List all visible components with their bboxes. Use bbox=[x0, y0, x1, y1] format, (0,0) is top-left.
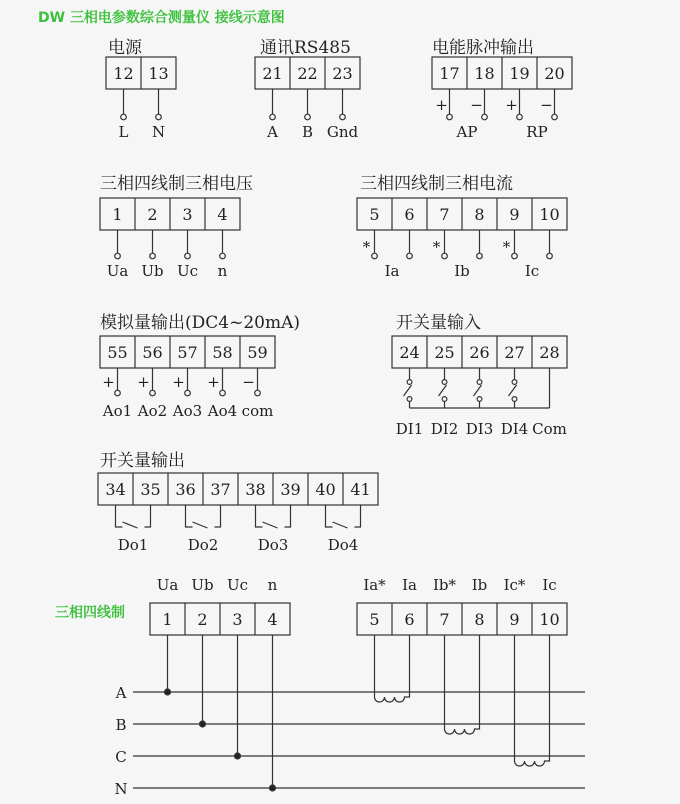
wiring-voltage-label-Ub: Ub bbox=[191, 576, 214, 594]
current-terminal-8: 8 bbox=[474, 205, 485, 224]
di-switch-blade bbox=[509, 385, 517, 396]
rs485-terminal-22: 22 bbox=[297, 64, 318, 83]
pulse-contact bbox=[552, 114, 558, 120]
do-relay-contact bbox=[193, 522, 208, 528]
do-signal-Do1: Do1 bbox=[117, 536, 149, 554]
current-terminal-6: 6 bbox=[404, 205, 415, 224]
do-terminal-39: 39 bbox=[280, 480, 301, 499]
junction-dot bbox=[200, 721, 206, 727]
di-contact bbox=[442, 380, 447, 385]
do-signal-Do2: Do2 bbox=[187, 536, 219, 554]
wiring-current-label-Ib*: Ib* bbox=[432, 576, 457, 594]
do-terminal-36: 36 bbox=[175, 480, 196, 499]
current-terminal-9: 9 bbox=[509, 205, 520, 224]
rs485-signal-B: B bbox=[301, 123, 314, 141]
power-signal-L: L bbox=[118, 123, 129, 141]
pulse-polarity: − bbox=[540, 96, 553, 114]
phase-label-N: N bbox=[114, 780, 128, 798]
di-signal-DI4: DI4 bbox=[500, 420, 529, 438]
current-polarity-mark: * bbox=[432, 238, 441, 256]
di-signal-DI1: DI1 bbox=[395, 420, 424, 438]
wiring-current-label-Ib: Ib bbox=[471, 576, 488, 594]
voltage-section-label: 三相四线制三相电压 bbox=[100, 174, 253, 194]
wiring-current-terminal-10: 10 bbox=[539, 610, 560, 629]
wiring-current-label-Ia*: Ia* bbox=[363, 576, 386, 594]
rs485-terminal-23: 23 bbox=[332, 64, 353, 83]
voltage-terminal-4: 4 bbox=[217, 205, 228, 224]
pulse-signal-AP: AP bbox=[456, 123, 478, 141]
di-switch-blade bbox=[404, 385, 412, 396]
analog-contact bbox=[220, 390, 226, 396]
wiring-current-terminal-8: 8 bbox=[474, 610, 485, 629]
voltage-terminal-1: 1 bbox=[112, 205, 123, 224]
di-contact bbox=[477, 380, 482, 385]
analog-terminal-56: 56 bbox=[142, 343, 163, 362]
rs485-signal-A: A bbox=[267, 123, 278, 141]
do-relay-contact bbox=[263, 522, 278, 528]
wiring-voltage-terminal-1: 1 bbox=[162, 610, 173, 629]
pulse-polarity: − bbox=[470, 96, 483, 114]
pulse-terminal-17: 17 bbox=[439, 64, 460, 83]
analog-polarity: + bbox=[137, 373, 150, 391]
di-terminal-26: 26 bbox=[469, 343, 490, 362]
analog-contact bbox=[150, 390, 156, 396]
current-contact bbox=[407, 253, 413, 259]
rs485-contact bbox=[305, 114, 311, 120]
di-terminal-27: 27 bbox=[504, 343, 525, 362]
power-terminal-12: 12 bbox=[113, 64, 134, 83]
voltage-contact bbox=[220, 253, 226, 259]
wiring-voltage-terminal-3: 3 bbox=[232, 610, 243, 629]
do-relay-wire bbox=[215, 505, 221, 527]
do-terminal-34: 34 bbox=[105, 480, 126, 499]
analog-signal-com: com bbox=[241, 402, 274, 420]
di-contact bbox=[442, 397, 447, 402]
power-signal-N: N bbox=[151, 123, 166, 141]
di-contact bbox=[407, 380, 412, 385]
do-relay-wire bbox=[145, 505, 151, 527]
di-terminal-25: 25 bbox=[434, 343, 455, 362]
analog-polarity: − bbox=[242, 373, 255, 391]
power-label: 电源 bbox=[108, 38, 142, 58]
wiring-voltage-label-n: n bbox=[267, 576, 278, 594]
voltage-terminal-3: 3 bbox=[182, 205, 193, 224]
pulse-signal-RP: RP bbox=[526, 123, 548, 141]
phase-label-B: B bbox=[115, 716, 127, 734]
voltage-contact bbox=[185, 253, 191, 259]
junction-dot bbox=[235, 753, 241, 759]
analog-contact bbox=[115, 390, 121, 396]
do-terminal-37: 37 bbox=[210, 480, 231, 499]
wiring-mode-label: 三相四线制 bbox=[55, 605, 125, 621]
do-relay-contact bbox=[123, 522, 138, 528]
analog-polarity: + bbox=[207, 373, 220, 391]
current-polarity-mark: * bbox=[362, 238, 371, 256]
analog-terminal-57: 57 bbox=[177, 343, 198, 362]
current-contact bbox=[512, 253, 518, 259]
voltage-signal-Uc: Uc bbox=[176, 262, 199, 280]
di-switch-blade bbox=[439, 385, 447, 396]
wiring-voltage-label-Ua: Ua bbox=[156, 576, 179, 594]
pulse-polarity: + bbox=[505, 96, 518, 114]
voltage-signal-Ub: Ub bbox=[141, 262, 164, 280]
analog-terminal-58: 58 bbox=[212, 343, 233, 362]
do-terminal-35: 35 bbox=[140, 480, 161, 499]
current-polarity-mark: * bbox=[502, 238, 511, 256]
wiring-current-label-Ia: Ia bbox=[402, 576, 417, 594]
page-title: DW 三相电参数综合测量仪 接线示意图 bbox=[38, 10, 285, 26]
pulse-terminal-18: 18 bbox=[474, 64, 495, 83]
di-signal-DI3: DI3 bbox=[465, 420, 494, 438]
do-relay-wire bbox=[186, 505, 193, 527]
voltage-contact bbox=[115, 253, 121, 259]
di-terminal-28: 28 bbox=[539, 343, 560, 362]
analog-output-label: 模拟量输出(DC4~20mA) bbox=[100, 313, 300, 333]
do-relay-wire bbox=[285, 505, 291, 527]
rs485-signal-Gnd: Gnd bbox=[326, 123, 359, 141]
current-signal-Ia: Ia bbox=[384, 262, 400, 280]
current-transformer-coil bbox=[445, 635, 480, 734]
current-terminal-5: 5 bbox=[369, 205, 380, 224]
rs485-label: 通讯RS485 bbox=[260, 38, 351, 58]
pulse-polarity: + bbox=[435, 96, 448, 114]
do-relay-wire bbox=[116, 505, 123, 527]
pulse-terminal-20: 20 bbox=[544, 64, 565, 83]
current-signal-Ic: Ic bbox=[524, 262, 540, 280]
current-contact bbox=[477, 253, 483, 259]
current-contact bbox=[547, 253, 553, 259]
current-section-label: 三相四线制三相电流 bbox=[360, 174, 513, 194]
di-signal-Com: Com bbox=[532, 420, 567, 438]
wiring-voltage-label-Uc: Uc bbox=[226, 576, 249, 594]
rs485-contact bbox=[270, 114, 276, 120]
digital-input-label: 开关量输入 bbox=[396, 313, 481, 333]
pulse-contact bbox=[517, 114, 523, 120]
do-terminal-38: 38 bbox=[245, 480, 266, 499]
analog-terminal-55: 55 bbox=[107, 343, 128, 362]
phase-label-C: C bbox=[115, 748, 127, 766]
do-signal-Do3: Do3 bbox=[257, 536, 289, 554]
current-terminal-7: 7 bbox=[439, 205, 450, 224]
wiring-current-terminal-7: 7 bbox=[439, 610, 450, 629]
voltage-terminal-2: 2 bbox=[147, 205, 158, 224]
wiring-voltage-terminal-2: 2 bbox=[197, 610, 208, 629]
pulse-contact bbox=[447, 114, 453, 120]
di-contact bbox=[512, 397, 517, 402]
power-contact bbox=[156, 114, 162, 120]
wiring-voltage-terminal-4: 4 bbox=[267, 610, 278, 629]
voltage-signal-Ua: Ua bbox=[106, 262, 129, 280]
rs485-terminal-21: 21 bbox=[262, 64, 283, 83]
pulse-contact bbox=[482, 114, 488, 120]
do-signal-Do4: Do4 bbox=[327, 536, 359, 554]
junction-dot bbox=[165, 689, 171, 695]
current-terminal-10: 10 bbox=[539, 205, 560, 224]
wiring-current-terminal-5: 5 bbox=[369, 610, 380, 629]
analog-signal-Ao4: Ao4 bbox=[207, 402, 238, 420]
di-switch-blade bbox=[474, 385, 482, 396]
do-relay-contact bbox=[333, 522, 348, 528]
di-terminal-24: 24 bbox=[399, 343, 420, 362]
power-contact bbox=[121, 114, 127, 120]
current-contact bbox=[442, 253, 448, 259]
wiring-current-terminal-6: 6 bbox=[404, 610, 415, 629]
analog-polarity: + bbox=[102, 373, 115, 391]
analog-contact bbox=[255, 390, 261, 396]
wiring-current-label-Ic*: Ic* bbox=[503, 576, 526, 594]
voltage-signal-n: n bbox=[217, 262, 228, 280]
do-terminal-41: 41 bbox=[350, 480, 371, 499]
current-signal-Ib: Ib bbox=[454, 262, 470, 280]
do-relay-wire bbox=[256, 505, 263, 527]
power-terminal-13: 13 bbox=[148, 64, 169, 83]
phase-label-A: A bbox=[115, 684, 127, 702]
do-terminal-40: 40 bbox=[315, 480, 336, 499]
analog-terminal-59: 59 bbox=[247, 343, 268, 362]
di-contact bbox=[477, 397, 482, 402]
analog-signal-Ao1: Ao1 bbox=[102, 402, 133, 420]
voltage-contact bbox=[150, 253, 156, 259]
analog-signal-Ao3: Ao3 bbox=[172, 402, 203, 420]
di-contact bbox=[512, 380, 517, 385]
current-contact bbox=[372, 253, 378, 259]
analog-polarity: + bbox=[172, 373, 185, 391]
di-signal-DI2: DI2 bbox=[430, 420, 459, 438]
digital-output-label: 开关量输出 bbox=[100, 451, 185, 471]
pulse-terminal-19: 19 bbox=[509, 64, 530, 83]
wiring-current-label-Ic: Ic bbox=[542, 576, 557, 594]
wiring-current-terminal-9: 9 bbox=[509, 610, 520, 629]
analog-contact bbox=[185, 390, 191, 396]
do-relay-wire bbox=[355, 505, 361, 527]
di-contact bbox=[407, 397, 412, 402]
current-transformer-coil bbox=[515, 635, 550, 766]
pulse-output-label: 电能脉冲输出 bbox=[432, 38, 534, 58]
analog-signal-Ao2: Ao2 bbox=[137, 402, 168, 420]
do-relay-wire bbox=[326, 505, 333, 527]
junction-dot bbox=[270, 785, 276, 791]
rs485-contact bbox=[340, 114, 346, 120]
